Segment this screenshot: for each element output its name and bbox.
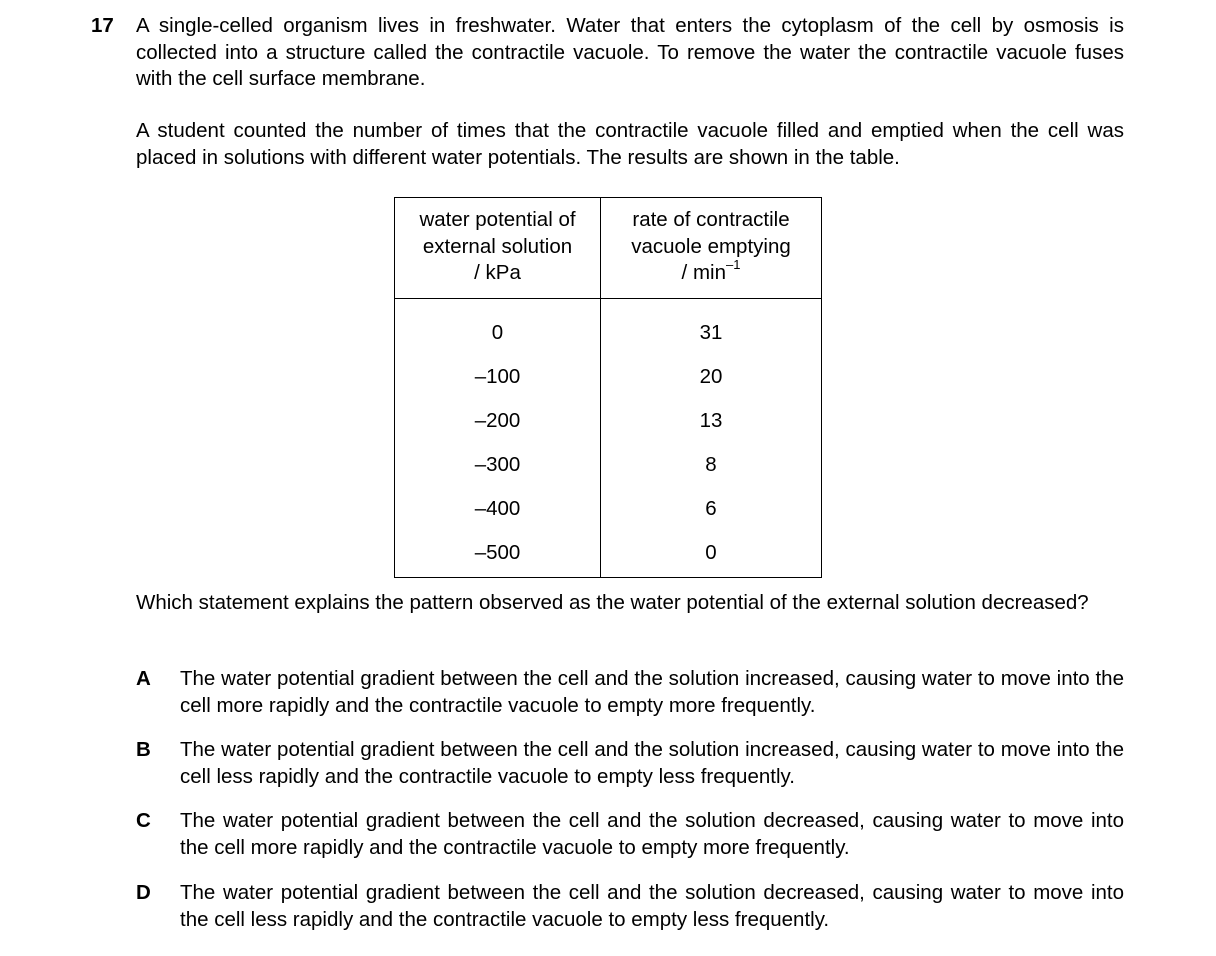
- header-water-potential-unit: / kPa: [474, 261, 521, 284]
- table-row: [395, 443, 822, 487]
- option-c[interactable]: [136, 808, 1124, 861]
- option-text: The water potential gradient between the cell and the solution increased, causing water to move into the cell less rapidly and the contractile vacuole to empty less frequently.: [180, 738, 1124, 788]
- question-number: 17: [91, 14, 114, 37]
- cell-water-potential: –300: [395, 443, 601, 487]
- header-rate-line1: rate of contractile: [632, 208, 790, 231]
- header-rate-unit-superscript: –1: [725, 257, 741, 273]
- cell-water-potential: –100: [395, 355, 601, 399]
- option-text: The water potential gradient between the cell and the solution decreased, causing water to move into the cell more rapidly and the contractile vacuole to empty more frequently.: [180, 809, 1124, 859]
- cell-rate: 8: [601, 443, 822, 487]
- cell-water-potential: –500: [395, 531, 601, 578]
- cell-rate: 20: [601, 355, 822, 399]
- header-rate: [601, 198, 822, 299]
- option-letter: D: [136, 881, 151, 904]
- cell-water-potential: –400: [395, 487, 601, 531]
- option-b[interactable]: [136, 737, 1124, 790]
- option-d[interactable]: [136, 880, 1124, 933]
- cell-rate: 6: [601, 487, 822, 531]
- option-letter: A: [136, 667, 151, 690]
- cell-water-potential: –200: [395, 399, 601, 443]
- option-a[interactable]: [136, 666, 1124, 719]
- question-prompt: Which statement explains the pattern observed as the water potential of the external solution decreased?: [136, 591, 1089, 614]
- header-water-potential: [395, 198, 601, 299]
- option-letter: B: [136, 738, 151, 761]
- option-text: The water potential gradient between the cell and the solution increased, causing water to move into the cell more rapidly and the contractile vacuole to empty more frequently.: [180, 667, 1124, 717]
- cell-rate: 0: [601, 531, 822, 578]
- table-row: [395, 299, 822, 356]
- cell-water-potential: 0: [395, 299, 601, 356]
- header-water-potential-line2: external solution: [422, 234, 573, 258]
- table-row: [395, 355, 822, 399]
- table-header-row: [395, 198, 822, 299]
- results-table: [394, 197, 822, 578]
- option-text: The water potential gradient between the cell and the solution decreased, causing water to move into the cell less rapidly and the contractile vacuole to empty less frequently.: [180, 881, 1124, 931]
- option-letter: C: [136, 809, 151, 832]
- table-row: [395, 487, 822, 531]
- question-setup: A student counted the number of times that the contractile vacuole filled and emptied when the cell was placed in solutions with different water potentials. The results are shown in the table.: [136, 119, 1124, 169]
- question-intro: A single-celled organism lives in freshwater. Water that enters the cytoplasm of the cell by osmosis is collected into a structure called the contractile vacuole. To remove the water the contractile vacuole fuses with the cell surface membrane.: [136, 14, 1124, 90]
- cell-rate: 13: [601, 399, 822, 443]
- header-rate-unit: / min: [681, 261, 726, 284]
- header-rate-line2: vacuole emptying: [631, 234, 791, 258]
- table-row: [395, 531, 822, 578]
- header-rate-unit-wrap: [601, 257, 821, 287]
- header-water-potential-line1: water potential of: [419, 208, 576, 231]
- table-row: [395, 399, 822, 443]
- cell-rate: 31: [601, 299, 822, 356]
